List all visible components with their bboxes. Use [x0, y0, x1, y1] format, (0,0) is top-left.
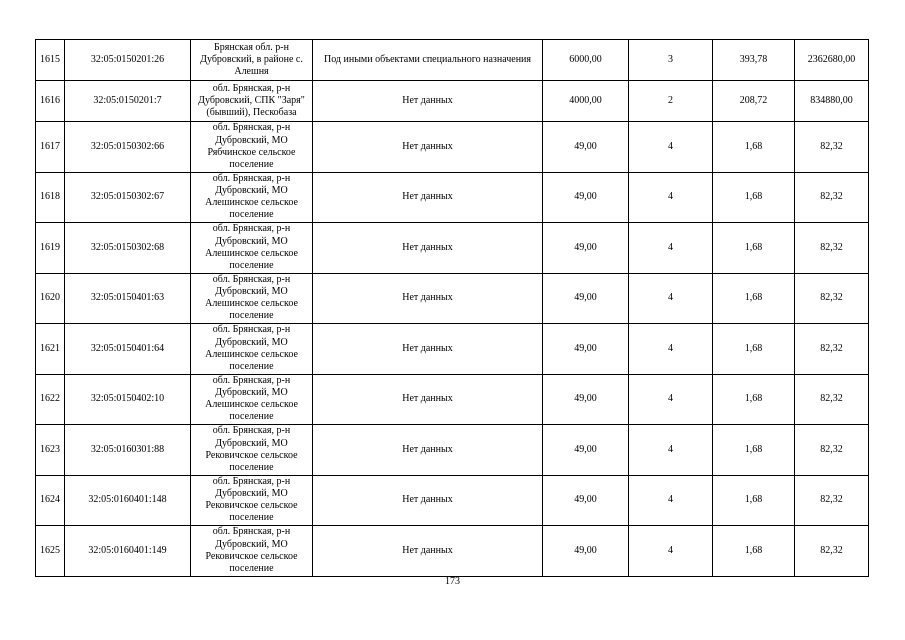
row-number-cell: 1618	[36, 172, 65, 223]
group-cell: 4	[629, 374, 713, 425]
cadastral-number-cell: 32:05:0150401:64	[65, 324, 191, 375]
specific-value-cell: 1,68	[713, 172, 795, 223]
cadastral-value-cell: 82,32	[795, 172, 869, 223]
address-cell: обл. Брянская, р-н Дубровский, МО Рябчинское сельское поселение	[191, 122, 313, 173]
cadastral-number-cell: 32:05:0160401:149	[65, 526, 191, 577]
cadastral-value-cell: 82,32	[795, 425, 869, 476]
specific-value-cell: 1,68	[713, 324, 795, 375]
page-number: 173	[445, 576, 460, 587]
row-number-cell: 1619	[36, 223, 65, 274]
cadastral-value-cell: 82,32	[795, 526, 869, 577]
area-cell: 49,00	[543, 172, 629, 223]
address-cell: обл. Брянская, р-н Дубровский, МО Рековичское сельское поселение	[191, 475, 313, 526]
area-cell: 6000,00	[543, 40, 629, 81]
cadastral-number-cell: 32:05:0150302:66	[65, 122, 191, 173]
group-cell: 4	[629, 223, 713, 274]
table-row	[36, 374, 869, 425]
row-number-cell: 1625	[36, 526, 65, 577]
row-number-cell: 1615	[36, 40, 65, 81]
group-cell: 4	[629, 324, 713, 375]
cadastral-value-cell: 82,32	[795, 324, 869, 375]
permitted-use-cell: Нет данных	[313, 425, 543, 476]
specific-value-cell: 1,68	[713, 223, 795, 274]
permitted-use-cell: Нет данных	[313, 172, 543, 223]
address-cell: обл. Брянская, р-н Дубровский, МО Рековичское сельское поселение	[191, 526, 313, 577]
area-cell: 49,00	[543, 475, 629, 526]
address-cell: обл. Брянская, р-н Дубровский, МО Рековичское сельское поселение	[191, 425, 313, 476]
specific-value-cell: 1,68	[713, 526, 795, 577]
address-cell: обл. Брянская, р-н Дубровский, СПК "Заря" (бывший), Пескобаза	[191, 81, 313, 122]
area-cell: 49,00	[543, 374, 629, 425]
cadastral-value-cell: 82,32	[795, 475, 869, 526]
specific-value-cell: 208,72	[713, 81, 795, 122]
specific-value-cell: 1,68	[713, 273, 795, 324]
group-cell: 2	[629, 81, 713, 122]
specific-value-cell: 1,68	[713, 374, 795, 425]
row-number-cell: 1622	[36, 374, 65, 425]
permitted-use-cell: Нет данных	[313, 324, 543, 375]
permitted-use-cell: Нет данных	[313, 374, 543, 425]
group-cell: 4	[629, 172, 713, 223]
address-cell: Брянская обл. р-н Дубровский, в районе с. Алешня	[191, 40, 313, 81]
table-row	[36, 526, 869, 577]
table-row	[36, 223, 869, 274]
area-cell: 49,00	[543, 122, 629, 173]
group-cell: 4	[629, 425, 713, 476]
area-cell: 49,00	[543, 324, 629, 375]
area-cell: 49,00	[543, 526, 629, 577]
row-number-cell: 1617	[36, 122, 65, 173]
table-row	[36, 273, 869, 324]
row-number-cell: 1616	[36, 81, 65, 122]
cadastral-number-cell: 32:05:0160401:148	[65, 475, 191, 526]
table-row	[36, 324, 869, 375]
cadastral-number-cell: 32:05:0150201:7	[65, 81, 191, 122]
row-number-cell: 1624	[36, 475, 65, 526]
specific-value-cell: 1,68	[713, 425, 795, 476]
specific-value-cell: 393,78	[713, 40, 795, 81]
address-cell: обл. Брянская, р-н Дубровский, МО Алешинское сельское поселение	[191, 223, 313, 274]
permitted-use-cell: Нет данных	[313, 273, 543, 324]
table-row	[36, 172, 869, 223]
row-number-cell: 1623	[36, 425, 65, 476]
cadastral-value-cell: 82,32	[795, 122, 869, 173]
cadastral-number-cell: 32:05:0150201:26	[65, 40, 191, 81]
table-row	[36, 40, 869, 81]
cadastral-value-cell: 82,32	[795, 223, 869, 274]
cadastral-value-cell: 2362680,00	[795, 40, 869, 81]
address-cell: обл. Брянская, р-н Дубровский, МО Алешинское сельское поселение	[191, 374, 313, 425]
group-cell: 3	[629, 40, 713, 81]
cadastral-number-cell: 32:05:0150401:63	[65, 273, 191, 324]
permitted-use-cell: Нет данных	[313, 223, 543, 274]
permitted-use-cell: Нет данных	[313, 81, 543, 122]
cadastral-number-cell: 32:05:0150302:68	[65, 223, 191, 274]
table-row	[36, 122, 869, 173]
row-number-cell: 1620	[36, 273, 65, 324]
cadastral-number-cell: 32:05:0150302:67	[65, 172, 191, 223]
area-cell: 49,00	[543, 223, 629, 274]
cadastral-value-cell: 82,32	[795, 273, 869, 324]
cadastral-number-cell: 32:05:0150402:10	[65, 374, 191, 425]
address-cell: обл. Брянская, р-н Дубровский, МО Алешинское сельское поселение	[191, 172, 313, 223]
table-row	[36, 81, 869, 122]
cadastral-value-cell: 82,32	[795, 374, 869, 425]
specific-value-cell: 1,68	[713, 475, 795, 526]
group-cell: 4	[629, 526, 713, 577]
permitted-use-cell: Под иными объектами специального назначения	[313, 40, 543, 81]
address-cell: обл. Брянская, р-н Дубровский, МО Алешинское сельское поселение	[191, 324, 313, 375]
cadastral-number-cell: 32:05:0160301:88	[65, 425, 191, 476]
row-number-cell: 1621	[36, 324, 65, 375]
permitted-use-cell: Нет данных	[313, 526, 543, 577]
group-cell: 4	[629, 475, 713, 526]
group-cell: 4	[629, 122, 713, 173]
group-cell: 4	[629, 273, 713, 324]
table-row	[36, 425, 869, 476]
area-cell: 4000,00	[543, 81, 629, 122]
address-cell: обл. Брянская, р-н Дубровский, МО Алешинское сельское поселение	[191, 273, 313, 324]
specific-value-cell: 1,68	[713, 122, 795, 173]
permitted-use-cell: Нет данных	[313, 122, 543, 173]
area-cell: 49,00	[543, 273, 629, 324]
permitted-use-cell: Нет данных	[313, 475, 543, 526]
area-cell: 49,00	[543, 425, 629, 476]
land-parcel-table	[35, 39, 869, 577]
cadastral-value-cell: 834880,00	[795, 81, 869, 122]
table-row	[36, 475, 869, 526]
